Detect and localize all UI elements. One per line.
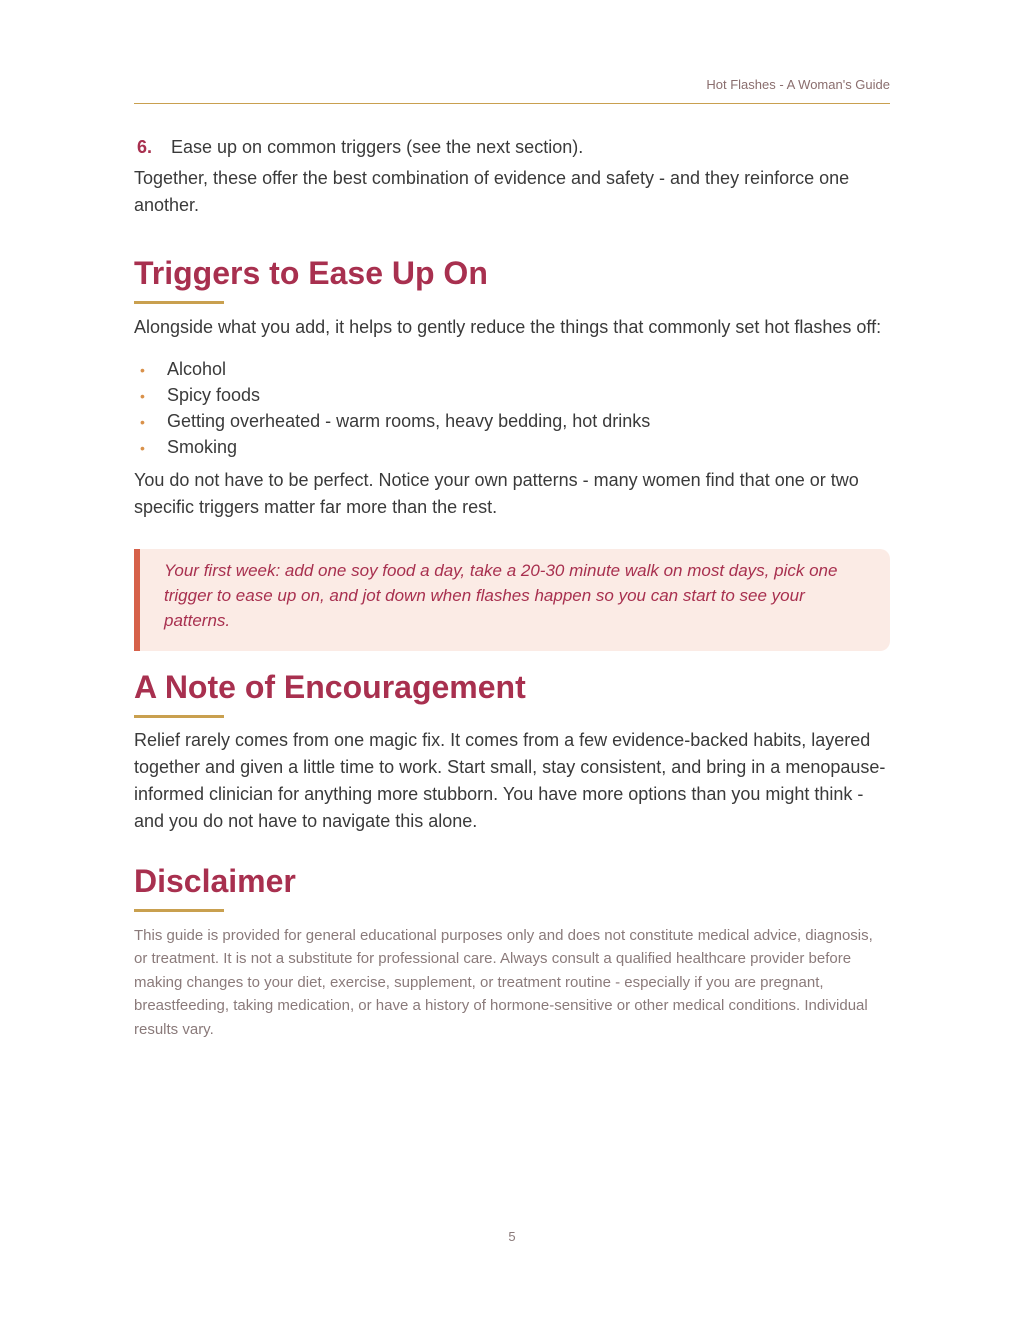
triggers-heading: Triggers to Ease Up On	[134, 255, 488, 291]
disclaimer-heading: Disclaimer	[134, 863, 296, 899]
intro-paragraph: Together, these offer the best combination of evidence and safety - and they reinforce one another.	[134, 168, 850, 215]
running-header: Hot Flashes - A Woman's Guide	[706, 77, 890, 92]
bullet-icon: •	[140, 414, 145, 430]
heading-underline	[134, 715, 224, 718]
page-content	[134, 134, 890, 1041]
document-page	[134, 0, 890, 1325]
heading-underline	[134, 909, 224, 912]
list-item-text: Smoking	[167, 437, 238, 457]
list-item	[134, 435, 890, 461]
list-item-text: Spicy foods	[167, 385, 261, 405]
callout-text: Your first week: add one soy food a day, take a 20-30 minute walk on most days, pick one trigger to ease up on, and jot down when flashes happen so you can start to see your patterns.	[164, 561, 838, 630]
header-divider	[134, 103, 890, 104]
encouragement-section	[134, 667, 890, 835]
disclaimer-section	[134, 861, 890, 1041]
triggers-closing: You do not have to be perfect. Notice your own patterns - many women find that one or two specific triggers matter far more than the rest.	[134, 470, 859, 517]
page-number: 5	[508, 1229, 516, 1244]
list-item	[134, 383, 890, 409]
bullet-icon: •	[140, 362, 145, 378]
list-item	[134, 357, 890, 383]
triggers-lead: Alongside what you add, it helps to gently reduce the things that commonly set hot flashes off:	[134, 317, 882, 337]
bullet-icon: •	[140, 388, 145, 404]
bullet-icon: •	[140, 440, 145, 456]
first-week-callout	[134, 549, 890, 651]
triggers-section	[134, 253, 890, 521]
heading-underline	[134, 301, 224, 304]
list-item-text: Ease up on common triggers (see the next section).	[171, 137, 584, 157]
numbered-list-item	[134, 134, 890, 161]
list-item-number: 6.	[137, 137, 153, 157]
encouragement-heading: A Note of Encouragement	[134, 669, 526, 705]
triggers-list	[134, 357, 890, 461]
list-item-text: Alcohol	[167, 359, 227, 379]
list-item	[134, 409, 890, 435]
list-item-text: Getting overheated - warm rooms, heavy bedding, hot drinks	[167, 411, 651, 431]
encouragement-body: Relief rarely comes from one magic fix. It comes from a few evidence-backed habits, layered together and given a little time to work. Start small, stay consistent, and bring in a menopause-informed clinician for anything more stubborn. You have more options than you might think - and you do not have to navigate this alone.	[134, 730, 886, 831]
disclaimer-body: This guide is provided for general educational purposes only and does not constitute medical advice, diagnosis, or treatment. It is not a substitute for professional care. Always consult a qualified healthcare provider before making changes to your diet, exercise, supplement, or treatment routine - especially if you are pregnant, breastfeeding, taking medication, or have a history of hormone-sensitive or other medical conditions. Individual results vary.	[134, 927, 873, 1038]
